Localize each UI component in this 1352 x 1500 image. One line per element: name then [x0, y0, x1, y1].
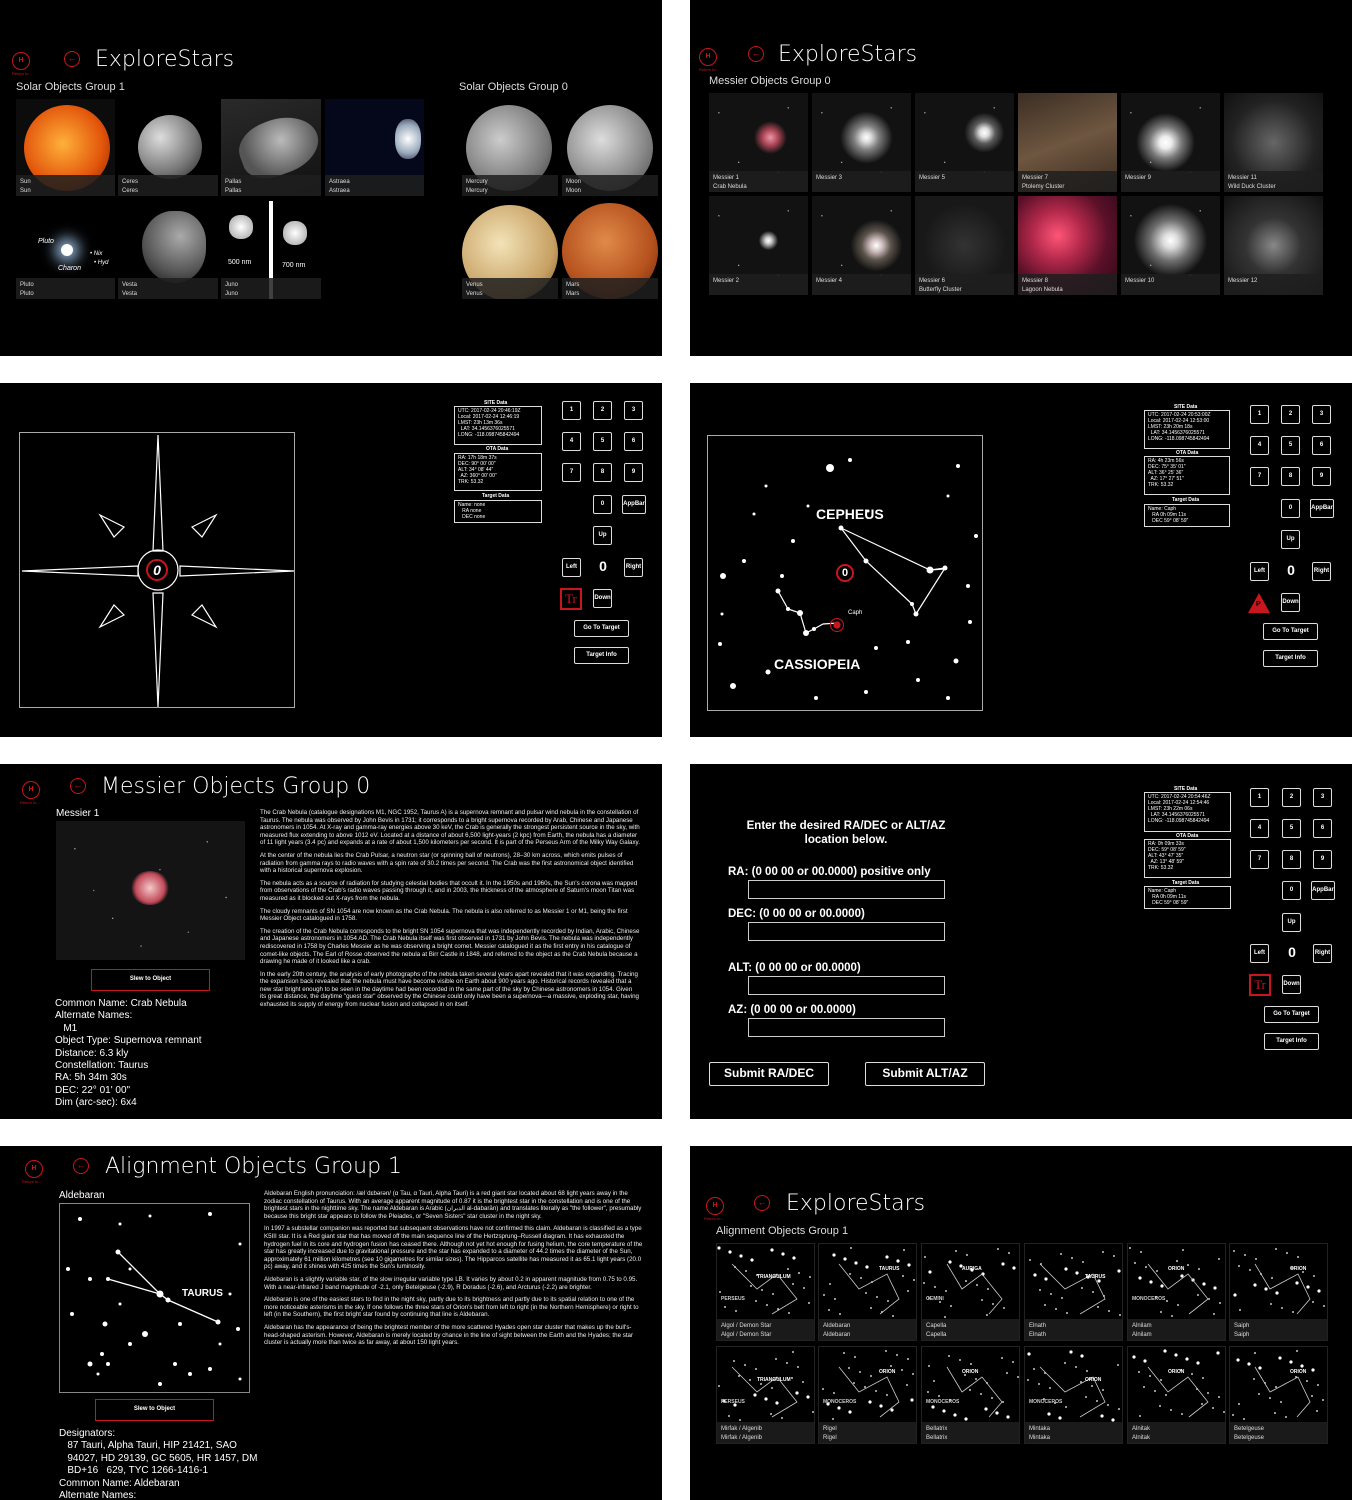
home-caption: Return to...: [699, 67, 719, 72]
juno-700nm-label: 700 nm: [282, 262, 306, 269]
key-6[interactable]: 6: [1312, 436, 1331, 455]
left-button[interactable]: Left: [562, 558, 581, 577]
detail-line: Dim (arc-sec): 6x4: [55, 1097, 137, 1109]
ra-input[interactable]: [748, 880, 945, 899]
ota-data-header: OTA Data: [486, 446, 509, 452]
tile-sublabel: Betelgeuse: [1234, 1435, 1265, 1441]
pluto-label: Pluto: [38, 238, 54, 245]
object-name: Aldebaran: [59, 1190, 105, 1201]
alignment-tile[interactable]: [1127, 1346, 1226, 1444]
site-data-header: SITE Data: [484, 400, 508, 406]
key-5[interactable]: 5: [1281, 436, 1300, 455]
key-7[interactable]: 7: [562, 463, 581, 482]
back-arrow-icon[interactable]: ←: [754, 1195, 770, 1211]
home-caption: Return to...: [22, 1179, 42, 1184]
cassiopeia-label: CASSIOPEIA: [774, 656, 861, 672]
messier-tile[interactable]: [709, 196, 808, 295]
constellation-label: AURIGA: [962, 1266, 982, 1272]
description-paragraph: In 1997 a substellar companion was reported but subsequent observations have not confirmed this claim. Aldebaran is classified as a type K5III star. It is a Red giant star that has moved off the main sequence line of the Hertzsprung–Russell diagram. It has exhausted the hydrogen fuel in its core and hydrogen fusion has ceased there. Although not yet hot enough for fusing helium, the core temperature of the star has greatly increased due to gravitational pressure and the star has expanded to a diameter of 44.2 times the diameter of the Sun, approximately 61 million kilometres (see 10 gigametres for similar sizes). The Hipparcos satellite has measured it as 65.1 light years (20.0 pc) away, and it shines with 425 times the Sun's luminosity.: [264, 1225, 643, 1271]
down-button[interactable]: Down: [1282, 975, 1301, 994]
site-data-header: SITE Data: [1174, 786, 1198, 792]
tile-label: Mirfak / Algenib: [721, 1426, 763, 1432]
constellation-label: MONOCEROS: [926, 1399, 960, 1405]
juno-image-700: [283, 221, 307, 245]
constellation-label: GEMINI: [926, 1296, 944, 1302]
alt-label: ALT: (0 00 00 or 00.0000): [728, 962, 861, 974]
coordinate-entry-screen: [690, 764, 1352, 1119]
messier-tile[interactable]: [1224, 196, 1323, 295]
target-data-box: Name: none RA none DEC none: [454, 500, 542, 523]
messier-tile[interactable]: [1121, 196, 1220, 295]
constellation-label: ORION: [1168, 1369, 1185, 1375]
target-data-header: Target Data: [1172, 497, 1200, 503]
tile-sublabel: Mirfak / Algenib: [721, 1435, 763, 1441]
tile-sublabel: Rigel: [823, 1435, 837, 1441]
alignment-tile[interactable]: [1024, 1243, 1123, 1341]
dec-input[interactable]: [748, 922, 945, 941]
description-paragraph: Aldebaran has the appearance of being the brightest member of the more scattered Hyades open star cluster that makes up the bull's-head-shaped asterism. However, Aldebaran is merely located by chance in the line of sight between the Earth and the Hyades; the star cluster is actually more than twice as far away, at about 150 light years.: [264, 1323, 634, 1347]
key-3[interactable]: 3: [1313, 788, 1332, 807]
key-0[interactable]: 0: [1282, 881, 1301, 900]
tile-label: Elnath: [1029, 1323, 1047, 1329]
target-data-box: Name: Caph RA 0h 09m 11s DEC 59° 08' 59": [1144, 886, 1231, 909]
object-tile-venus[interactable]: Venus Venus: [462, 201, 558, 299]
charon-label: Charon: [58, 265, 81, 272]
tile-label: Messier 9: [1125, 175, 1152, 181]
alignment-tile[interactable]: [1229, 1346, 1328, 1444]
tile-sublabel: Wild Duck Cluster: [1228, 184, 1276, 190]
target-data-box: Name: Caph RA 0h 09m 11s DEC 59° 08' 59": [1144, 504, 1230, 527]
tile-label: Rigel: [823, 1426, 837, 1432]
messier-tile[interactable]: [812, 93, 911, 192]
tile-sublabel: Lagoon Nebula: [1022, 287, 1063, 293]
key-4[interactable]: 4: [562, 432, 581, 451]
tile-sublabel: Butterfly Cluster: [919, 287, 962, 293]
dec-label: DEC: (0 00 00 or 00.0000): [728, 908, 865, 920]
star-chart: [59, 1203, 250, 1393]
sky-view[interactable]: [707, 435, 983, 711]
juno-image-500: [229, 215, 253, 239]
astraea-image: [395, 119, 421, 159]
left-button[interactable]: Left: [1250, 562, 1269, 581]
home-button[interactable]: H: [22, 781, 40, 799]
right-button[interactable]: Right: [1312, 562, 1331, 581]
target-data-header: Target Data: [482, 493, 510, 499]
tile-label: Messier 10: [1125, 278, 1155, 284]
app-title: ExploreStars: [95, 47, 235, 72]
submit-altaz-button[interactable]: Submit ALT/AZ: [865, 1062, 985, 1086]
detail-line: 94027, HD 29139, GC 5605, HR 1457, DM: [59, 1452, 258, 1464]
detail-line: Common Name: Crab Nebula: [55, 998, 187, 1009]
description-paragraph: The creation of the Crab Nebula corresponds to the bright SN 1054 supernova that was independently recorded by Indian, Arabic, Chinese and Japanese astronomers in 1054 AD. The Crab Nebula itself was first observed in 1731 by John Bevis. The nebula was independently rediscovered in 1758 by Charles Messier as he was observing a bright comet. Messier catalogued it as the first entry in his catalogue of comet-like objects. The Earl of Rosse observed the nebula at Birr Castle in 1848, and referred to the object as the Crab Nebula because a drawing he made of it looked like a crab.: [260, 927, 640, 966]
telescope-control-screen: [0, 383, 662, 737]
object-description: [264, 1190, 645, 1352]
tile-sublabel: Bellatrix: [926, 1435, 948, 1441]
object-tile-mercury[interactable]: Mercury Mercury: [462, 99, 558, 196]
park-label: P: [1256, 601, 1261, 608]
object-tile-astraea[interactable]: Astraea Astraea: [325, 99, 424, 196]
detail-line: Constellation: Taurus: [55, 1060, 149, 1072]
tracking-toggle[interactable]: Tr: [560, 588, 582, 610]
alignment-tile[interactable]: [921, 1346, 1020, 1444]
messier-tile[interactable]: [1018, 196, 1117, 295]
constellation-label: TRIANGULUM: [757, 1274, 791, 1280]
key-1[interactable]: 1: [562, 401, 581, 420]
key-2[interactable]: 2: [1282, 788, 1301, 807]
tile-label: Messier 5: [919, 175, 946, 181]
tile-label: Saiph: [1234, 1323, 1250, 1329]
back-arrow-icon[interactable]: ←: [64, 51, 80, 67]
constellation-label: ORION: [1085, 1377, 1102, 1383]
entry-prompt: Enter the desired RA/DEC or ALT/AZ location below.: [746, 820, 946, 846]
key-9[interactable]: 9: [624, 463, 643, 482]
alignment-objects-screen: [690, 1146, 1352, 1500]
constellation-label: MONOCEROS: [823, 1399, 857, 1405]
tile-label: Capella: [926, 1323, 947, 1329]
detail-line: Distance: 6.3 kly: [55, 1047, 129, 1059]
key-3[interactable]: 3: [624, 401, 643, 420]
constellation-label: PERSEUS: [721, 1296, 745, 1302]
detail-line: Designators:: [59, 1428, 116, 1439]
tile-label: Alnitak: [1132, 1426, 1151, 1432]
key-8[interactable]: 8: [1282, 850, 1301, 869]
tile-label: Messier 8: [1022, 278, 1049, 284]
ceres-image: [138, 115, 202, 179]
object-tile-mars[interactable]: Mars Mars: [562, 201, 658, 299]
home-button[interactable]: H: [706, 1197, 724, 1215]
object-tile-moon[interactable]: Moon Moon: [562, 99, 658, 196]
tile-sublabel: Saiph: [1234, 1332, 1250, 1338]
alignment-tile[interactable]: [921, 1243, 1020, 1341]
caph-target-marker: [830, 618, 844, 632]
ota-data-box: RA: 4h 23m 56s DEC: 75° 35' 01" ALT: 36° 25' 36" AZ: 17° 27' 51" TRK: 53.32: [1144, 456, 1230, 495]
key-6[interactable]: 6: [624, 432, 643, 451]
messier-tile[interactable]: [812, 196, 911, 295]
object-tile-ceres[interactable]: Ceres Ceres: [118, 99, 218, 196]
tile-sublabel: Aldebaran: [823, 1332, 851, 1338]
juno-500nm-label: 500 nm: [228, 259, 252, 266]
go-to-target-button[interactable]: Go To Target: [574, 620, 629, 637]
key-7[interactable]: 7: [1250, 467, 1269, 486]
tile-sublabel: Capella: [926, 1332, 947, 1338]
detail-line: Alternate Names:: [59, 1490, 137, 1500]
tile-label: Messier 11: [1228, 175, 1257, 181]
key-9[interactable]: 9: [1313, 850, 1332, 869]
tracking-toggle[interactable]: Tr: [1249, 974, 1271, 996]
caph-label: Caph: [848, 610, 863, 616]
nix-label: • Nix: [90, 251, 103, 257]
alignment-tile[interactable]: [716, 1346, 815, 1444]
ota-data-header: OTA Data: [1176, 833, 1199, 839]
tile-label: Mintaka: [1029, 1426, 1051, 1432]
page-title: Alignment Objects Group 1: [105, 1154, 403, 1179]
app-title: ExploreStars: [786, 1191, 926, 1216]
constellation-label: ORION: [962, 1369, 979, 1375]
alignment-detail-screen: [0, 1146, 662, 1500]
object-tile-pallas[interactable]: Pallas Pallas: [221, 99, 321, 196]
target-info-button[interactable]: Target Info: [1264, 1033, 1319, 1050]
key-4[interactable]: 4: [1250, 819, 1269, 838]
key-1[interactable]: 1: [1250, 788, 1269, 807]
key-6[interactable]: 6: [1313, 819, 1332, 838]
alignment-tile[interactable]: [1229, 1243, 1328, 1341]
tile-sublabel: Algol / Demon Star: [721, 1332, 772, 1338]
appbar-button[interactable]: AppBar: [1311, 881, 1335, 900]
slew-speed: 0: [599, 558, 607, 574]
page-title: Messier Objects Group 0: [101, 774, 371, 799]
key-3[interactable]: 3: [1312, 405, 1331, 424]
home-caption: Return to...: [20, 800, 40, 805]
up-button[interactable]: Up: [593, 526, 612, 545]
down-button[interactable]: Down: [1281, 593, 1300, 612]
taurus-chart: [60, 1204, 251, 1394]
tile-sublabel: Crab Nebula: [713, 184, 747, 190]
az-label: AZ: (0 00 00 or 00.0000): [728, 1004, 856, 1016]
appbar-button[interactable]: AppBar: [622, 495, 646, 514]
tile-label: Messier 1: [713, 175, 740, 181]
tile-sublabel: Elnath: [1029, 1332, 1047, 1338]
object-tile-vesta[interactable]: Vesta Vesta: [118, 201, 218, 299]
messier-tile[interactable]: [915, 93, 1014, 192]
group-title: Alignment Objects Group 1: [716, 1225, 849, 1237]
description-paragraph: Aldebaran is a slightly variable star, of the slow irregular variable type LB. It varies by about 0.2 in apparent magnitude from 0.75 to 0.95. With a near-infrared J band magnitude of -2.1, only Betelgeuse (-2.9), R Doradus (-2.6), and Arcturus (-2.2) are brighter.: [264, 1275, 638, 1291]
tile-label: Algol / Demon Star: [721, 1323, 772, 1329]
messier-tile[interactable]: [915, 196, 1014, 295]
description-paragraph: At the center of the nebula lies the Crab Pulsar, a neutron star (or spinning ball of neutrons), 28–30 km across, which emits pulses of radiation from gamma rays to radio waves with a spin rate of 30.2 times per second. The Crab was the first astronomical object identified with a historical supernova explosion.: [260, 851, 634, 875]
object-tile-juno[interactable]: 500 nm 700 nm Juno Juno: [221, 201, 321, 299]
detail-line: BD+16 629, TYC 1266-1416-1: [59, 1465, 209, 1477]
messier-tile[interactable]: [1121, 93, 1220, 192]
tile-label: Messier 12: [1228, 278, 1258, 284]
detail-line: 87 Tauri, Alpha Tauri, HIP 21421, SAO: [59, 1440, 237, 1452]
home-caption: Return to...: [704, 1216, 724, 1221]
home-button[interactable]: H: [25, 1160, 43, 1178]
sky-view[interactable]: [19, 432, 295, 708]
slew-to-object-button[interactable]: Slew to Object: [91, 969, 210, 991]
description-paragraph: Aldebaran is one of the easiest stars to find in the night sky, partly due to its brightness and partly due to its spatial relation to one of the more noticeable asterisms in the sky. If one follows the three stars of Orion's belt from left to right (in the Northern Hemisphere) or right to left (in the Southern), the first bright star found by continuing that line is Aldebaran.: [264, 1296, 639, 1319]
home-caption: Return to...: [12, 71, 32, 76]
up-button[interactable]: Up: [1282, 913, 1301, 932]
slew-to-object-button[interactable]: Slew to Object: [95, 1399, 214, 1421]
back-arrow-icon[interactable]: ←: [748, 46, 764, 62]
tile-label: Alnilam: [1132, 1323, 1152, 1329]
key-8[interactable]: 8: [1281, 467, 1300, 486]
object-name: Messier 1: [56, 808, 100, 819]
app-title: ExploreStars: [778, 42, 918, 67]
tile-sublabel: Alnitak: [1132, 1435, 1151, 1441]
group-title: Solar Objects Group 1: [16, 81, 125, 93]
key-0[interactable]: 0: [1281, 499, 1300, 518]
detail-line: Common Name: Aldebaran: [59, 1477, 180, 1489]
detail-line: RA: 5h 34m 30s: [55, 1072, 127, 1084]
key-9[interactable]: 9: [1312, 467, 1331, 486]
submit-radec-button[interactable]: Submit RA/DEC: [709, 1062, 829, 1086]
key-5[interactable]: 5: [593, 432, 612, 451]
object-details: [55, 998, 202, 1110]
constellation-label: TAURUS: [1085, 1274, 1106, 1280]
detail-line: M1: [55, 1022, 78, 1034]
back-arrow-icon[interactable]: ←: [73, 1158, 89, 1174]
constellation-label: PERSEUS: [721, 1399, 745, 1405]
down-button[interactable]: Down: [593, 589, 612, 608]
alignment-tile[interactable]: [1024, 1346, 1123, 1444]
position-marker: 0: [146, 559, 168, 581]
back-arrow-icon[interactable]: ←: [70, 778, 86, 794]
target-info-button[interactable]: Target Info: [574, 647, 629, 664]
object-tile-pluto[interactable]: Pluto Charon • Nix • Hyd Pluto Pluto: [16, 201, 115, 299]
messier-objects-screen: [690, 0, 1352, 356]
description-paragraph: The nebula acts as a source of radiation for studying celestial bodies that occult it. In the 1950s and 1960s, the Sun's corona was mapped from observations of the Crab's radio waves passing through it, and in 2003, the thickness of the atmosphere of Saturn's moon Titan was measured as it blocked out X-rays from the nebula.: [260, 879, 638, 902]
key-2[interactable]: 2: [1281, 405, 1300, 424]
description-paragraph: In the early 20th century, the analysis of early photographs of the nebula taken several years apart revealed that it was expanding. Tracing the expansion back revealed that the nebula must have become visible on Earth about 900 years ago. Historical records revealed that a new star bright enough to be seen in the daytime had been recorded in the same part of the sky by Chinese astronomers in 1054. Given its great distance, the daytime "guest star" observed by the Chinese could only have been a supernova—a massive, exploding star, having exhausted its supply of energy from nuclear fusion and collapsed in on itself.: [260, 970, 639, 1009]
target-info-button[interactable]: Target Info: [1263, 650, 1318, 667]
group-title: Solar Objects Group 0: [459, 81, 568, 93]
left-button[interactable]: Left: [1250, 944, 1269, 963]
description-paragraph: Aldebaran English pronunciation: /ælˈdɛbərən/ (α Tau, α Tauri, Alpha Tauri) is a red giant star located about 68 light years away in the zodiac constellation of Taurus. With an average apparent magnitude of 0.87 it is the brightest star in the constellation and is one of the brightest stars in the nighttime sky. The name Aldebaran is Arabic (الدبران al-dabarān) and translates literally as "the follower", presumably because this bright star appears to follow the Pleiades, or "Seven Sisters" star cluster in the night sky.: [264, 1190, 642, 1220]
vesta-image: [142, 211, 206, 283]
key-7[interactable]: 7: [1250, 850, 1269, 869]
tile-label: Messier 7: [1022, 175, 1049, 181]
object-description: [260, 809, 640, 1014]
messier-tile[interactable]: [1018, 93, 1117, 192]
tile-label: Messier 2: [713, 278, 740, 284]
constellation-label: ORION: [879, 1369, 896, 1375]
constellation-label: ORION: [1168, 1266, 1185, 1272]
ota-data-header: OTA Data: [1176, 450, 1199, 456]
go-to-target-button[interactable]: Go To Target: [1263, 623, 1318, 640]
position-marker: 0: [836, 564, 854, 582]
messier-detail-screen: [0, 764, 662, 1119]
ota-data-box: RA: 17h 18m 37s DEC: 90° 00' 00" ALT: 34° 08' 44" AZ: 360° 00' 00" TRK: 53.32: [454, 453, 542, 491]
detail-line: DEC: 22° 01' 00": [55, 1084, 131, 1096]
tile-label: Betelgeuse: [1234, 1426, 1265, 1432]
key-4[interactable]: 4: [1250, 436, 1269, 455]
tile-sublabel: Alnilam: [1132, 1332, 1152, 1338]
messier-tile[interactable]: [709, 93, 808, 192]
cepheus-label: CEPHEUS: [816, 506, 884, 522]
messier-tile[interactable]: [1224, 93, 1323, 192]
site-data-box: UTC: 2017-02-24 20:46:19Z Local: 2017-02-24 12:46:19 LMST: 23h 13m 36s LAT: 34.1456376025571 LONG: -118.098745842494: [454, 406, 542, 445]
right-button[interactable]: Right: [1313, 944, 1332, 963]
alignment-tile[interactable]: [818, 1243, 917, 1341]
constellation-label: MONOCEROS: [1132, 1296, 1166, 1302]
alignment-tile[interactable]: [716, 1243, 815, 1341]
constellation-label: MONOCEROS: [1029, 1399, 1063, 1405]
home-button[interactable]: H: [699, 48, 717, 66]
detail-line: Alternate Names:: [55, 1010, 133, 1022]
crab-nebula-image: [56, 821, 245, 960]
group-title: Messier Objects Group 0: [709, 75, 831, 87]
slew-speed: 0: [1288, 944, 1296, 960]
key-1[interactable]: 1: [1250, 405, 1269, 424]
site-data-header: SITE Data: [1174, 404, 1198, 410]
alignment-tile[interactable]: [1127, 1243, 1226, 1341]
site-data-box: UTC: 2017-02-24 20:53:00Z Local: 2017-02-24 12:53:00 LMST: 23h 20m 18s LAT: 34.1456376025571 LONG: -118.098745842494: [1144, 410, 1230, 449]
tile-label: Messier 3: [816, 175, 843, 181]
description-paragraph: The Crab Nebula (catalogue designations M1, NGC 1952, Taurus A) is a supernova remnant and pulsar wind nebula in the constellation of Taurus. The nebula was observed by John Bevis in 1731; it corresponds to a bright supernova recorded by Arab, Chinese and Japanese astronomers in 1054. At X-ray and gamma-ray energies above 30 keV, the Crab is generally the strongest persistent source in the sky, with measured flux extending to above 1012 eV. Located at a distance of about 6,500 light-years (2 kpc) from Earth, the nebula has a diameter of 11 light years (3.4 pc) and expands at a rate of about 1,500 kilometers per second. It is part of the Perseus Arm of the Milky Way Galaxy.: [260, 809, 640, 847]
slew-speed: 0: [1287, 562, 1295, 578]
az-input[interactable]: [748, 1018, 945, 1037]
key-8[interactable]: 8: [593, 463, 612, 482]
alignment-tile[interactable]: [818, 1346, 917, 1444]
ota-data-box: RA: 0h 09m 33s DEC: 59° 08' 59" ALT: 43° 47' 35" AZ: 13° 48' 59" TRK: 53.32: [1144, 839, 1231, 878]
site-data-box: UTC: 2017-02-24 20:54:46Z Local: 2017-02-24 12:54:46 LMST: 23h 22m 06s LAT: 34.1456376025571 LONG: -118.098745842494: [1144, 792, 1231, 832]
key-5[interactable]: 5: [1282, 819, 1301, 838]
up-button[interactable]: Up: [1281, 530, 1300, 549]
go-to-target-button[interactable]: Go To Target: [1264, 1006, 1319, 1023]
constellation-label: TAURUS: [879, 1266, 900, 1272]
hydra-label: • Hyd: [94, 260, 109, 266]
home-button[interactable]: H: [12, 52, 30, 70]
key-0[interactable]: 0: [593, 495, 612, 514]
description-paragraph: The cloudy remnants of SN 1054 are now known as the Crab Nebula. The nebula is also referred to as Messier 1 or M1, being the first Messier Object catalogued in 1758.: [260, 907, 628, 923]
tile-label: Messier 4: [816, 278, 843, 284]
tile-label: Aldebaran: [823, 1323, 851, 1329]
taurus-label: TAURUS: [182, 1288, 223, 1299]
pluto-image: [61, 244, 73, 256]
right-button[interactable]: Right: [624, 558, 643, 577]
tile-label: Messier 6: [919, 278, 946, 284]
object-tile-sun[interactable]: Sun Sun: [16, 99, 115, 196]
target-data-header: Target Data: [1172, 880, 1200, 886]
star-chart-screen: [690, 383, 1352, 737]
object-details: [59, 1428, 257, 1500]
tile-sublabel: Mintaka: [1029, 1435, 1051, 1441]
constellation-label: ORION: [1290, 1369, 1307, 1375]
key-2[interactable]: 2: [593, 401, 612, 420]
tile-sublabel: Ptolemy Cluster: [1022, 184, 1065, 190]
constellation-label: ORION: [1290, 1266, 1307, 1272]
alt-input[interactable]: [748, 976, 945, 995]
appbar-button[interactable]: AppBar: [1310, 499, 1334, 518]
ra-label: RA: (0 00 00 or 00.0000) positive only: [728, 866, 931, 878]
detail-line: Object Type: Supernova remnant: [55, 1035, 202, 1047]
tile-label: Bellatrix: [926, 1426, 948, 1432]
solar-objects-screen: [0, 0, 662, 356]
constellation-label: TRIANGULUM: [757, 1377, 791, 1383]
